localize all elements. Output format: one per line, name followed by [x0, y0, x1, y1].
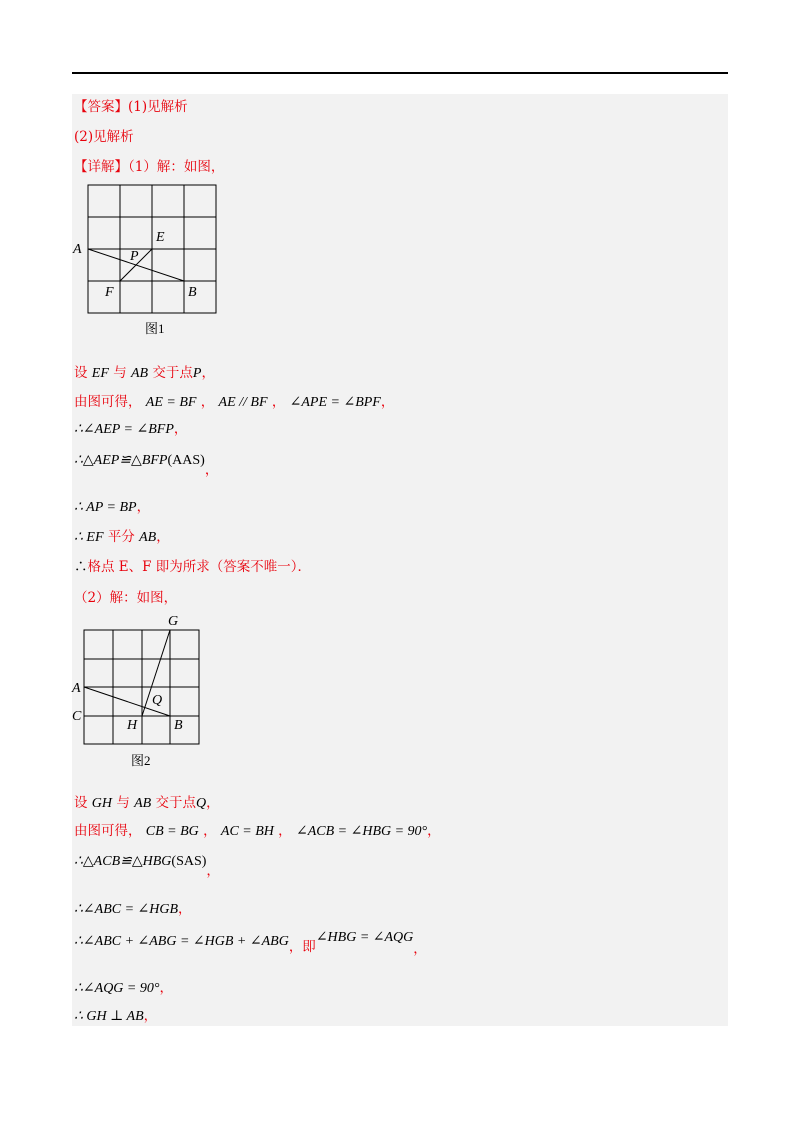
fig2-label-b: B	[174, 718, 183, 733]
p1-line-4: ∴△AEP≌△BFP(AAS)，	[74, 453, 219, 478]
p1-line-5: ∴ AP = BP，	[74, 499, 151, 515]
fig1-label-p: P	[130, 249, 139, 264]
fig2-label-q: Q	[152, 693, 163, 708]
fig1-label-b: B	[188, 285, 197, 300]
p2-line-7: ∴ GH ⊥ AB，	[74, 1008, 158, 1024]
fig2-label-g: G	[168, 614, 179, 629]
fig1-label-e: E	[156, 230, 165, 245]
p2-line-3: ∴△ACB≌△HBG(SAS)，	[74, 854, 220, 879]
p2-line-2: 由图可得， CB = BG ， AC = BH ， ∠ACB = ∠HBG = 90°，	[74, 823, 441, 839]
top-rule	[72, 72, 728, 74]
figure-2-caption: 图2	[131, 753, 151, 768]
p1-line-3: ∴∠AEP = ∠BFP，	[74, 421, 188, 437]
p1-line-7: ∴格点 E、F 即为所求（答案不唯一）．	[74, 559, 312, 575]
answer-line-1: 【答案】(1)见解析	[74, 99, 188, 115]
fig2-label-h: H	[127, 718, 138, 733]
part2-intro: （2）解：如图，	[74, 590, 178, 606]
p1-line-1: 设 EF 与 AB 交于点P，	[74, 365, 215, 381]
p2-line-4: ∴∠ABC = ∠HGB，	[74, 901, 192, 917]
figure-1-caption: 图1	[145, 321, 165, 336]
fig2-label-c: C	[72, 709, 82, 724]
p1-line-6: ∴ EF 平分 AB，	[74, 529, 170, 545]
fig2-label-a: A	[72, 681, 81, 696]
p2-line-6: ∴∠AQG = 90°，	[74, 980, 173, 996]
p2-line-1: 设 GH 与 AB 交于点Q，	[74, 795, 220, 811]
answer-line-2: (2)见解析	[74, 129, 134, 145]
figure-2	[70, 612, 210, 772]
fig1-label-f: F	[105, 285, 114, 300]
p2-line-5: ∴∠ABC + ∠ABG = ∠HGB + ∠ABG，即∠HBG = ∠AQG，	[74, 930, 427, 957]
p1-line-2: 由图可得， AE = BF ， AE // BF ， ∠APE = ∠BPF，	[74, 394, 395, 410]
detail-intro: 【详解】（1）解：如图，	[74, 159, 225, 175]
fig1-label-a: A	[73, 242, 82, 257]
